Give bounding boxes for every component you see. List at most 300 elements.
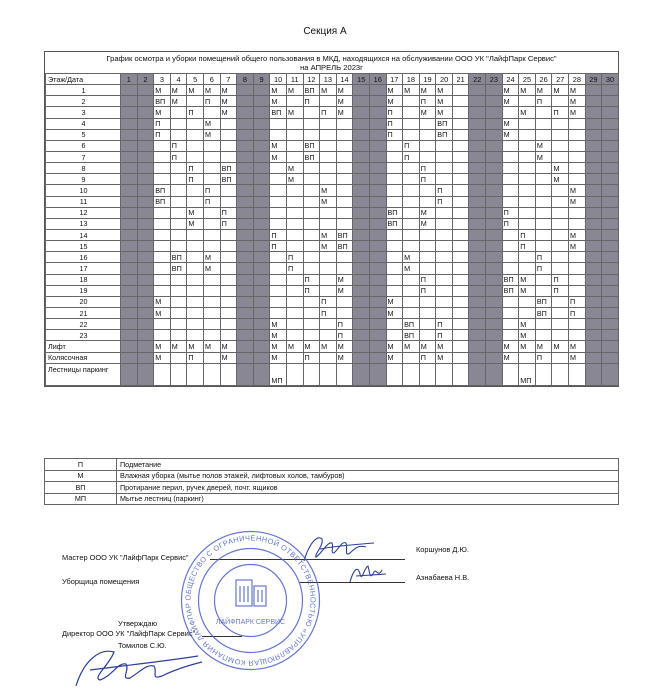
schedule-cell: [452, 196, 469, 207]
schedule-cell: [486, 363, 503, 385]
schedule-cell: [121, 263, 138, 274]
legend-table: [44, 458, 619, 505]
schedule-cell: [452, 118, 469, 129]
schedule-cell: [253, 140, 270, 151]
schedule-cell: [303, 252, 320, 263]
schedule-cell: [187, 263, 204, 274]
schedule-cell: [602, 163, 619, 174]
schedule-cell: [253, 229, 270, 240]
schedule-cell: [320, 218, 337, 229]
schedule-cell: [270, 218, 287, 229]
row-label: 16: [46, 252, 121, 263]
schedule-cell: ВП: [502, 274, 519, 285]
schedule-cell: [585, 241, 602, 252]
schedule-cell: [419, 263, 436, 274]
schedule-cell: [220, 319, 237, 330]
schedule-cell: [121, 185, 138, 196]
schedule-cell: [486, 118, 503, 129]
schedule-cell: М: [502, 118, 519, 129]
schedule-cell: [237, 274, 254, 285]
schedule-cell: [121, 196, 138, 207]
schedule-cell: П: [502, 207, 519, 218]
schedule-cell: [220, 196, 237, 207]
schedule-cell: [286, 352, 303, 363]
schedule-cell: [535, 174, 552, 185]
row-label: 8: [46, 163, 121, 174]
schedule-cell: [602, 129, 619, 140]
schedule-cell: [353, 174, 370, 185]
schedule-cell: [237, 118, 254, 129]
schedule-cell: [569, 129, 586, 140]
schedule-cell: [585, 129, 602, 140]
schedule-cell: [386, 363, 403, 385]
schedule-cell: М: [436, 107, 453, 118]
date-header-7: 7: [220, 74, 237, 85]
schedule-cell: [253, 241, 270, 252]
schedule-cell: М: [220, 352, 237, 363]
schedule-cell: [137, 285, 154, 296]
schedule-cell: [203, 352, 220, 363]
schedule-cell: [469, 140, 486, 151]
schedule-cell: [535, 274, 552, 285]
table-header-row: [46, 74, 619, 85]
schedule-cell: [270, 252, 287, 263]
schedule-cell: [154, 285, 171, 296]
schedule-cell: [320, 96, 337, 107]
schedule-cell: [569, 140, 586, 151]
schedule-cell: [452, 274, 469, 285]
schedule-cell: [452, 296, 469, 307]
schedule-cell: [502, 330, 519, 341]
schedule-cell: М: [220, 85, 237, 96]
schedule-cell: [137, 363, 154, 385]
schedule-cell: [386, 263, 403, 274]
schedule-cell: [121, 229, 138, 240]
schedule-cell: [519, 129, 536, 140]
schedule-cell: [469, 185, 486, 196]
table-row: [46, 229, 619, 240]
schedule-cell: [486, 174, 503, 185]
schedule-cell: [386, 285, 403, 296]
schedule-cell: [469, 285, 486, 296]
schedule-cell: [585, 218, 602, 229]
schedule-cell: [253, 274, 270, 285]
schedule-cell: [203, 330, 220, 341]
schedule-cell: [535, 107, 552, 118]
schedule-cell: [286, 140, 303, 151]
schedule-cell: М: [519, 274, 536, 285]
schedule-cell: [303, 118, 320, 129]
schedule-cell: [602, 151, 619, 162]
schedule-cell: [535, 330, 552, 341]
schedule-cell: [353, 118, 370, 129]
schedule-cell: [519, 252, 536, 263]
schedule-cell: [452, 163, 469, 174]
schedule-cell: [187, 363, 204, 385]
date-header-11: 11: [286, 74, 303, 85]
schedule-cell: [253, 307, 270, 318]
legend-code: П: [45, 459, 117, 471]
row-label: 12: [46, 207, 121, 218]
legend-description: Протирание перил, ручек дверей, почт. ящиков: [117, 482, 619, 494]
schedule-cell: [303, 330, 320, 341]
schedule-cell: П: [436, 185, 453, 196]
schedule-cell: [469, 241, 486, 252]
schedule-cell: [286, 285, 303, 296]
schedule-cell: [585, 263, 602, 274]
schedule-cell: [320, 285, 337, 296]
schedule-cell: М: [187, 218, 204, 229]
schedule-cell: М: [203, 118, 220, 129]
schedule-cell: П: [203, 196, 220, 207]
schedule-cell: [486, 140, 503, 151]
schedule-cell: П: [535, 96, 552, 107]
schedule-cell: [303, 196, 320, 207]
schedule-cell: [137, 241, 154, 252]
schedule-cell: [535, 241, 552, 252]
schedule-cell: [552, 241, 569, 252]
schedule-cell: П: [403, 140, 420, 151]
schedule-cell: [403, 163, 420, 174]
schedule-cell: М: [336, 85, 353, 96]
schedule-cell: [320, 174, 337, 185]
legend-row: [45, 493, 619, 505]
schedule-cell: [170, 129, 187, 140]
schedule-cell: М: [386, 96, 403, 107]
schedule-cell: [452, 363, 469, 385]
date-header-23: 23: [486, 74, 503, 85]
schedule-cell: [237, 85, 254, 96]
schedule-cell: [237, 96, 254, 107]
schedule-cell: [203, 363, 220, 385]
schedule-cell: [585, 140, 602, 151]
schedule-cell: М: [419, 85, 436, 96]
schedule-cell: [237, 151, 254, 162]
schedule-cell: П: [436, 196, 453, 207]
schedule-cell: М: [220, 107, 237, 118]
schedule-cell: [386, 151, 403, 162]
schedule-cell: [286, 307, 303, 318]
schedule-cell: [121, 285, 138, 296]
schedule-cell: [137, 252, 154, 263]
schedule-cell: [436, 285, 453, 296]
schedule-cell: [220, 118, 237, 129]
schedule-cell: М: [303, 341, 320, 352]
schedule-cell: [602, 140, 619, 151]
row-label: Колясочная: [46, 352, 121, 363]
schedule-cell: [203, 307, 220, 318]
row-label: 7: [46, 151, 121, 162]
schedule-cell: [535, 207, 552, 218]
schedule-cell: [353, 218, 370, 229]
schedule-cell: П: [187, 174, 204, 185]
schedule-cell: [353, 196, 370, 207]
schedule-cell: [469, 107, 486, 118]
schedule-cell: [303, 363, 320, 385]
schedule-cell: [353, 352, 370, 363]
schedule-cell: [369, 296, 386, 307]
schedule-cell: [170, 185, 187, 196]
schedule-cell: [253, 96, 270, 107]
schedule-cell: [369, 107, 386, 118]
schedule-cell: [602, 207, 619, 218]
schedule-cell: П: [535, 352, 552, 363]
schedule-cell: П: [403, 151, 420, 162]
schedule-cell: М: [170, 96, 187, 107]
director-name: Томилов С.Ю.: [118, 641, 167, 650]
schedule-cell: [569, 118, 586, 129]
schedule-cell: [502, 107, 519, 118]
schedule-cell: [486, 319, 503, 330]
schedule-cell: М: [519, 107, 536, 118]
schedule-cell: [602, 196, 619, 207]
schedule-cell: [469, 118, 486, 129]
table-row: [46, 174, 619, 185]
schedule-cell: [403, 285, 420, 296]
schedule-cell: М: [286, 85, 303, 96]
schedule-cell: [602, 263, 619, 274]
schedule-cell: [121, 218, 138, 229]
table-row: [46, 129, 619, 140]
schedule-cell: [602, 229, 619, 240]
schedule-cell: [403, 107, 420, 118]
schedule-cell: М: [320, 341, 337, 352]
schedule-cell: [469, 96, 486, 107]
schedule-cell: [602, 352, 619, 363]
schedule-cell: [154, 363, 171, 385]
date-header-6: 6: [203, 74, 220, 85]
schedule-cell: [253, 330, 270, 341]
schedule-cell: [369, 163, 386, 174]
schedule-cell: М: [203, 85, 220, 96]
schedule-cell: [569, 174, 586, 185]
row-label: 21: [46, 307, 121, 318]
schedule-cell: [452, 185, 469, 196]
schedule-cell: [170, 352, 187, 363]
schedule-cell: [286, 151, 303, 162]
schedule-cell: [486, 96, 503, 107]
schedule-cell: [170, 107, 187, 118]
schedule-cell: [121, 118, 138, 129]
schedule-cell: [336, 296, 353, 307]
schedule-cell: [585, 196, 602, 207]
schedule-cell: [386, 252, 403, 263]
schedule-cell: М: [320, 196, 337, 207]
schedule-cell: [486, 107, 503, 118]
schedule-cell: М: [336, 285, 353, 296]
schedule-cell: [403, 196, 420, 207]
table-row: [46, 207, 619, 218]
schedule-cell: [469, 296, 486, 307]
schedule-cell: [253, 174, 270, 185]
schedule-cell: ВП: [386, 218, 403, 229]
schedule-cell: М: [502, 85, 519, 96]
table-row: [46, 107, 619, 118]
date-header-1: 1: [121, 74, 138, 85]
schedule-cell: [585, 341, 602, 352]
schedule-cell: [469, 307, 486, 318]
schedule-cell: [535, 363, 552, 385]
schedule-cell: [121, 307, 138, 318]
schedule-cell: М: [386, 296, 403, 307]
schedule-cell: ВП: [436, 118, 453, 129]
schedule-cell: М: [502, 352, 519, 363]
schedule-cell: [237, 229, 254, 240]
schedule-cell: ВП: [436, 129, 453, 140]
schedule-cell: ВП: [535, 296, 552, 307]
schedule-cell: М: [419, 218, 436, 229]
schedule-cell: [519, 196, 536, 207]
schedule-cell: [353, 207, 370, 218]
schedule-cell: П: [170, 151, 187, 162]
schedule-cell: [502, 140, 519, 151]
schedule-cell: [121, 140, 138, 151]
schedule-cell: [336, 163, 353, 174]
schedule-cell: [452, 107, 469, 118]
schedule-cell: [353, 185, 370, 196]
schedule-cell: [137, 352, 154, 363]
schedule-cell: [154, 140, 171, 151]
schedule-cell: [270, 118, 287, 129]
schedule-cell: [253, 163, 270, 174]
schedule-cell: [469, 85, 486, 96]
schedule-cell: М: [502, 96, 519, 107]
schedule-cell: [369, 129, 386, 140]
schedule-cell: [469, 207, 486, 218]
schedule-cell: М: [569, 96, 586, 107]
schedule-cell: [203, 285, 220, 296]
schedule-cell: М: [270, 85, 287, 96]
schedule-cell: [552, 229, 569, 240]
schedule-cell: [569, 151, 586, 162]
schedule-cell: ВП: [403, 319, 420, 330]
schedule-cell: [419, 307, 436, 318]
row-label: 1: [46, 85, 121, 96]
date-header-25: 25: [519, 74, 536, 85]
schedule-cell: [452, 229, 469, 240]
row-label: 23: [46, 330, 121, 341]
schedule-cell: П: [419, 174, 436, 185]
row-label: 13: [46, 218, 121, 229]
schedule-cell: [353, 241, 370, 252]
schedule-cell: [552, 252, 569, 263]
schedule-cell: [121, 319, 138, 330]
schedule-cell: [121, 207, 138, 218]
schedule-cell: [320, 163, 337, 174]
schedule-cell: [369, 341, 386, 352]
schedule-cell: ВП: [154, 196, 171, 207]
schedule-cell: [569, 263, 586, 274]
schedule-cell: [137, 330, 154, 341]
schedule-cell: [602, 174, 619, 185]
date-header-8: 8: [237, 74, 254, 85]
schedule-cell: [303, 241, 320, 252]
legend-row: [45, 459, 619, 471]
schedule-cell: МП: [519, 363, 536, 385]
schedule-cell: П: [419, 274, 436, 285]
schedule-cell: [320, 252, 337, 263]
schedule-cell: [552, 263, 569, 274]
schedule-cell: [386, 163, 403, 174]
schedule-cell: [237, 218, 254, 229]
schedule-cell: [519, 96, 536, 107]
schedule-cell: [569, 363, 586, 385]
schedule-cell: [585, 107, 602, 118]
schedule-cell: [502, 263, 519, 274]
schedule-cell: [452, 352, 469, 363]
schedule-cell: [170, 296, 187, 307]
schedule-cell: [336, 185, 353, 196]
schedule-cell: [552, 140, 569, 151]
schedule-cell: [369, 274, 386, 285]
schedule-cell: М: [519, 319, 536, 330]
schedule-cell: [170, 319, 187, 330]
schedule-cell: [452, 285, 469, 296]
schedule-cell: [602, 185, 619, 196]
schedule-cell: [585, 330, 602, 341]
schedule-cell: [569, 218, 586, 229]
schedule-cell: [519, 163, 536, 174]
schedule-cell: [121, 96, 138, 107]
schedule-cell: [369, 285, 386, 296]
schedule-cell: [137, 140, 154, 151]
schedule-cell: [369, 96, 386, 107]
schedule-cell: [187, 140, 204, 151]
schedule-cell: [403, 352, 420, 363]
schedule-cell: [403, 274, 420, 285]
schedule-cell: П: [535, 252, 552, 263]
schedule-cell: ВП: [336, 229, 353, 240]
schedule-cell: [170, 163, 187, 174]
schedule-cell: [403, 241, 420, 252]
schedule-cell: М: [203, 263, 220, 274]
schedule-cell: [436, 174, 453, 185]
schedule-cell: [552, 196, 569, 207]
schedule-cell: [203, 274, 220, 285]
date-header-5: 5: [187, 74, 204, 85]
schedule-cell: М: [535, 151, 552, 162]
date-header-15: 15: [353, 74, 370, 85]
date-header-26: 26: [535, 74, 552, 85]
schedule-cell: [320, 352, 337, 363]
schedule-cell: [137, 274, 154, 285]
schedule-cell: [469, 352, 486, 363]
schedule-cell: [535, 118, 552, 129]
schedule-cell: [336, 151, 353, 162]
schedule-cell: [253, 107, 270, 118]
schedule-cell: М: [569, 107, 586, 118]
schedule-cell: [270, 263, 287, 274]
schedule-cell: [237, 285, 254, 296]
schedule-cell: [469, 363, 486, 385]
schedule-cell: ВП: [170, 252, 187, 263]
schedule-cell: М: [535, 341, 552, 352]
schedule-cell: [585, 85, 602, 96]
schedule-cell: М: [403, 252, 420, 263]
schedule-cell: [220, 185, 237, 196]
schedule-cell: [419, 319, 436, 330]
schedule-cell: [353, 151, 370, 162]
row-label: 14: [46, 229, 121, 240]
schedule-cell: [585, 151, 602, 162]
schedule-cell: П: [303, 96, 320, 107]
schedule-cell: [187, 296, 204, 307]
schedule-cell: [502, 163, 519, 174]
table-row: [46, 274, 619, 285]
schedule-cell: [519, 151, 536, 162]
schedule-cell: [602, 330, 619, 341]
schedule-cell: П: [303, 274, 320, 285]
